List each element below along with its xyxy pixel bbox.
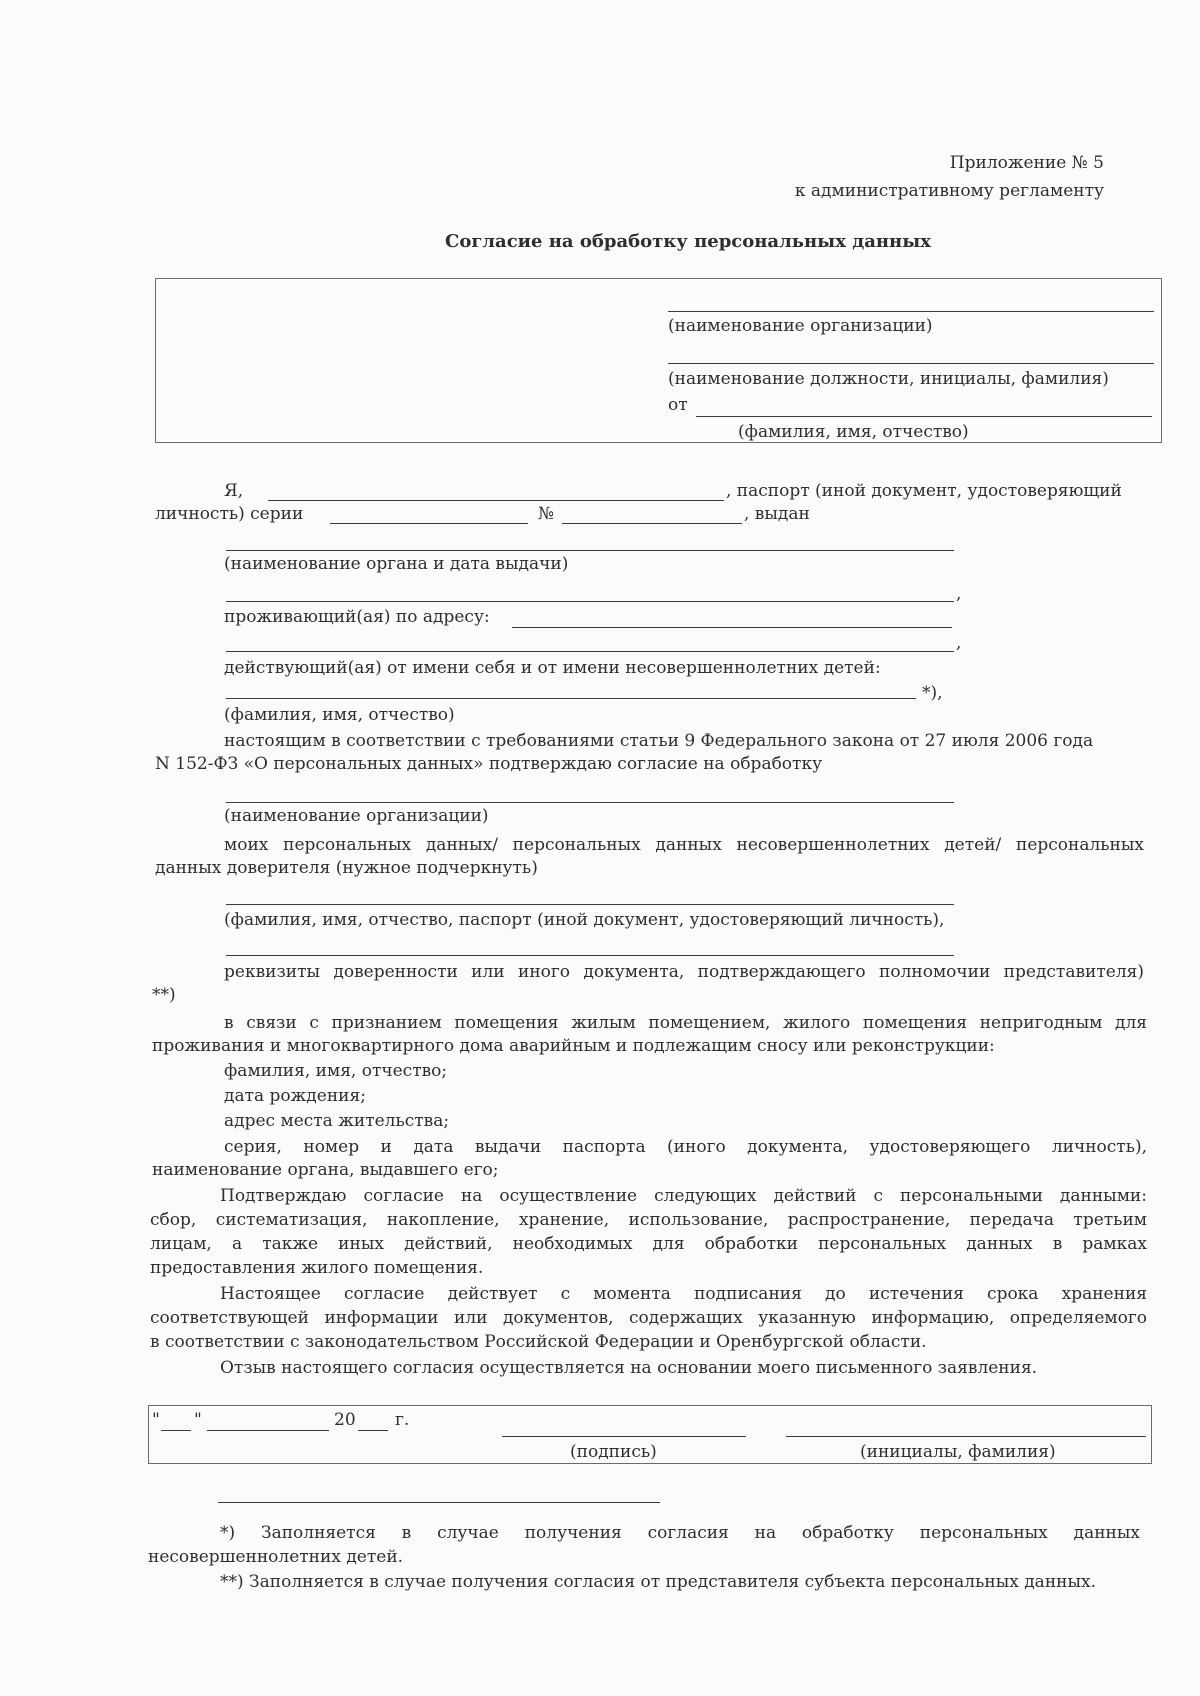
from-label: от [668,395,688,415]
purpose-line-2: проживания и многоквартирного дома аварийным и подлежащим сносу или реконструкции: [152,1036,995,1056]
actions-line-1: Подтверждаю согласие на осуществление следующих действий с персональными данными: [220,1186,1147,1206]
initials-caption: (инициалы, фамилия) [860,1442,1056,1462]
appendix-reference: к административному регламенту [794,181,1104,201]
appendix-number: Приложение № 5 [949,153,1104,173]
position-field[interactable] [668,363,1154,364]
representative-caption: (фамилия, имя, отчество, паспорт (иной документ, удостоверяющий личность), [224,910,945,930]
law-line-2: N 152-ФЗ «О персональных данных» подтверждаю согласие на обработку [155,754,823,774]
actions-line-2: сбор, систематизация, накопление, хранение, использование, распространение, передача третьим [150,1210,1147,1230]
applicant-fio-caption: (фамилия, имя, отчество) [738,422,969,442]
list-item-fio: фамилия, имя, отчество; [224,1061,448,1081]
addressee-box [155,278,1162,443]
ya-label: Я, [224,481,244,501]
quote-open: " [152,1410,160,1430]
actions-line-3: лицам, а также иных действий, необходимых для обработки персональных данных в рамках [150,1234,1147,1254]
representative-caption-2: реквизиты доверенности или иного документа, подтверждающего полномочии представителя) [224,962,1144,982]
initials-surname-field[interactable] [786,1436,1146,1437]
list-item-birthdate: дата рождения; [224,1086,366,1106]
issuer-field-2[interactable] [226,601,954,602]
list-item-address: адрес места жительства; [224,1111,450,1131]
organization-name-field[interactable] [668,311,1154,312]
my-data-line-2: данных доверителя (нужное подчеркнуть) [155,858,538,878]
validity-line-1: Настоящее согласие действует с момента подписания до истечения срока хранения [220,1284,1147,1304]
footnote-1-line-1: *) Заполняется в случае получения согласия на обработку персональных данных [220,1523,1140,1543]
signature-caption: (подпись) [570,1442,657,1462]
my-data-line-1: моих персональных данных/ персональных данных несовершеннолетних детей/ персональных [224,835,1144,855]
signature-field[interactable] [502,1436,746,1437]
children-names-field[interactable] [226,698,916,699]
applicant-name-field[interactable] [696,416,1152,417]
law-line-1: настоящим в соответствии с требованиями статьи 9 Федерального закона от 27 июля 2006 года [224,731,1094,751]
number-sign: № [538,504,555,524]
series-label: личность) серии [155,504,304,524]
passport-item-line-2: наименование органа, выдавшего его; [152,1160,499,1180]
year-suffix: г. [395,1410,410,1430]
children-fio-caption: (фамилия, имя, отчество) [224,705,455,725]
full-name-field[interactable] [268,500,724,501]
footnote2-mark: **) [152,985,176,1005]
footnote-2: **) Заполняется в случае получения согласия от представителя субъекта персональных данных. [220,1572,1096,1592]
revocation-text: Отзыв настоящего согласия осуществляется на основании моего письменного заявления. [220,1358,1038,1378]
processor-organization-field[interactable] [226,802,954,803]
residing-label: проживающий(ая) по адресу: [224,607,490,627]
representative-field-2[interactable] [226,955,954,956]
position-caption: (наименование должности, инициалы, фамилия) [668,369,1109,389]
year-field[interactable] [358,1430,388,1431]
issued-label: , выдан [744,504,810,524]
month-field[interactable] [207,1430,329,1431]
year-prefix: 20 [334,1410,356,1430]
passport-text: , паспорт (иной документ, удостоверяющий [726,481,1122,501]
passport-number-field[interactable] [562,523,742,524]
actions-line-4: предоставления жилого помещения. [150,1258,484,1278]
passport-series-field[interactable] [330,523,528,524]
day-field[interactable] [161,1430,191,1431]
validity-line-3: в соответствии с законодательством Российской Федерации и Оренбургской области. [150,1332,927,1352]
issuer-caption: (наименование органа и дата выдачи) [224,554,569,574]
passport-item-line-1: серия, номер и дата выдачи паспорта (иного документа, удостоверяющего личность), [224,1137,1147,1157]
comma: , [956,584,962,604]
purpose-line-1: в связи с признанием помещения жилым помещением, жилого помещения непригодным для [224,1013,1147,1033]
comma-2: , [956,633,962,653]
processor-organization-caption: (наименование организации) [224,806,489,826]
quote-close: " [194,1410,202,1430]
footnote-1-line-2: несовершеннолетних детей. [148,1547,404,1567]
acting-label: действующий(ая) от имени себя и от имени несовершеннолетних детей: [224,658,881,678]
validity-line-2: соответствующей информации или документов, содержащих указанную информацию, определяемого [150,1308,1147,1328]
footnote-separator [218,1502,660,1503]
organization-caption: (наименование организации) [668,316,933,336]
representative-field[interactable] [226,904,954,905]
page-title: Согласие на обработку персональных данных [445,231,931,252]
issuer-field[interactable] [226,550,954,551]
address-field[interactable] [512,627,952,628]
address-field-2[interactable] [226,651,954,652]
footnote1-mark: *), [922,683,943,703]
